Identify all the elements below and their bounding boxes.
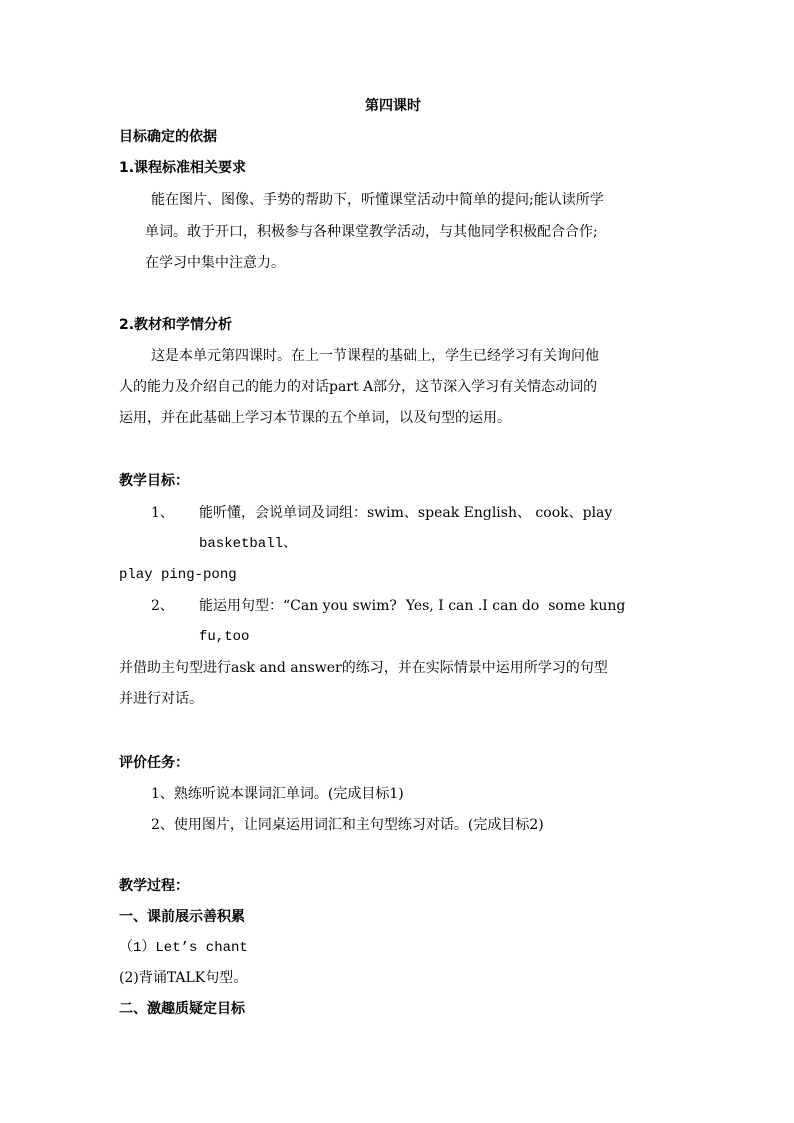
- objective-line: 并进行对话。: [119, 691, 203, 707]
- evaluation-item: 1、熟练听说本课词汇单词。(完成目标1): [151, 786, 404, 802]
- section2-heading: 2.教材和学情分析: [119, 317, 233, 333]
- section2-line: 运用，并在此基础上学习本节课的五个单词，以及句型的运用。: [119, 410, 511, 426]
- objective-line: 能听懂，会说单词及词组：swim、speak English、 cook、play: [199, 505, 613, 521]
- evaluation-item: 2、使用图片，让同桌运用词汇和主句型练习对话。(完成目标2): [151, 817, 544, 833]
- basis-heading: 目标确定的依据: [119, 129, 217, 145]
- objective-number: 2、: [151, 598, 174, 614]
- objective-line: play ping-pong: [119, 567, 237, 583]
- objective-number: 1、: [151, 505, 174, 521]
- section1-heading: 1.课程标准相关要求: [119, 160, 247, 176]
- process-heading: 教学过程：: [119, 878, 189, 894]
- process-step-heading: 二、激趣质疑定目标: [119, 1001, 245, 1017]
- section2-line: 人的能力及介绍自己的能力的对话part A部分，这节深入学习有关情态动词的: [119, 379, 598, 395]
- objective-line: 能运用句型：“Can you swim? Yes, I can .I can do some kung: [199, 598, 626, 614]
- section1-line: 能在图片、图像、手势的帮助下，听懂课堂活动中简单的提问;能认读所学: [151, 192, 604, 208]
- process-step-heading: 一、课前展示善积累: [119, 909, 245, 925]
- objective-line: basketball、: [199, 536, 298, 552]
- process-step-item: （1）Let’s chant: [119, 940, 248, 956]
- lesson-title: 第四课时: [365, 98, 421, 114]
- objective-line: fu,too: [199, 629, 250, 645]
- objectives-heading: 教学目标：: [119, 473, 189, 489]
- section2-line: 这是本单元第四课时。在上一节课程的基础上，学生已经学习有关询问他: [151, 348, 599, 364]
- section1-line: 在学习中集中注意力。: [145, 255, 285, 271]
- evaluation-heading: 评价任务：: [119, 755, 189, 771]
- process-step-item: (2)背诵TALK句型。: [119, 970, 248, 986]
- section1-line: 单词。敢于开口，积极参与各种课堂教学活动，与其他同学积极配合合作;: [145, 224, 598, 240]
- objective-line: 并借助主句型进行ask and answer的练习，并在实际情景中运用所学习的句型: [119, 660, 608, 676]
